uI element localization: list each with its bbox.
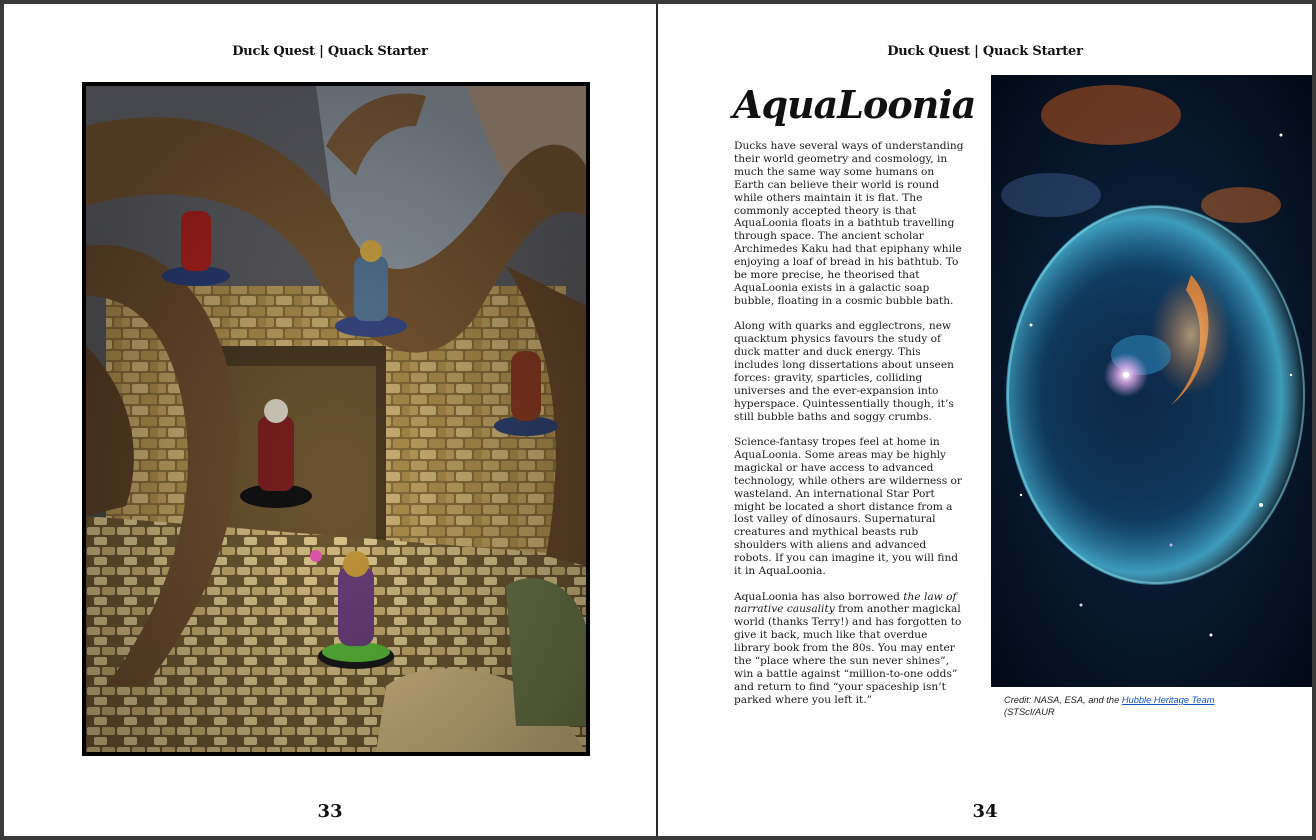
paragraph-1: Ducks have several ways of understanding their world geometry and cosmology, in much the same way some humans on Earth can believe their world is round while others maintain it is flat. The commonly accepted theory is that AquaLoonia floats in a bathtub travelling through space. The ancient scholar Archimedes Kaku had that epiphany while enjoying a loaf of bread in his bathtub. To be more precise, he theorised that AquaLoonia exists in a galactic soap bubble, floating in a cosmic bubble bath.	[734, 140, 964, 307]
bubble-nebula-photo	[991, 75, 1312, 687]
running-head-right: Duck Quest | Quack Starter	[887, 44, 1083, 59]
image-credit	[1004, 694, 1234, 718]
paragraph-4-emphasis: the law of narrative causality	[734, 590, 957, 616]
right-page	[658, 4, 1312, 836]
diorama-photo-frame	[82, 82, 590, 756]
paragraph-4-end: from another magickal world (thanks Terry!) and has forgotten to give it back, much like that overdue library book from the 80s. You may enter the “place where the sun never shines”, win a battle against “million-to-one odds” and return to find “your spaceship isn’t parked where you left it.”	[734, 603, 962, 706]
page-number-left: 33	[317, 801, 343, 822]
credit-prefix: Credit: NASA, ESA, and the	[1004, 695, 1122, 705]
hubble-heritage-link[interactable]: Hubble Heritage Team	[1121, 695, 1215, 705]
page-number-right: 34	[972, 801, 998, 822]
credit-suffix: (STScI/AUR	[1004, 707, 1055, 717]
miniature-diorama-photo	[86, 86, 586, 752]
left-page	[4, 4, 656, 836]
paragraph-2: Along with quarks and egglectrons, new quacktum physics favours the study of duck matter and duck energy. This includes long dissertations about unseen forces: gravity, sparticles, colliding universes and the ever-expansion into hyperspace. Quintessentially though, it’s still bubble baths and soggy crumbs.	[734, 320, 954, 423]
article-title: AquaLoonia	[733, 82, 976, 127]
article-body	[734, 140, 966, 719]
paragraph-4	[734, 591, 966, 707]
paragraph-3: Science-fantasy tropes feel at home in AquaLoonia. Some areas may be highly magickal or have access to advanced technology, while others are wilderness or wasteland. An international Star Port might be located a short distance from a lost valley of dinosaurs. Supernatural creatures and mythical beasts rub shoulders with aliens and advanced robots. If you can imagine it, you will find it in AquaLoonia.	[734, 436, 962, 578]
running-head-left: Duck Quest | Quack Starter	[232, 44, 428, 59]
paragraph-4-start: AquaLoonia has also borrowed	[734, 590, 904, 603]
